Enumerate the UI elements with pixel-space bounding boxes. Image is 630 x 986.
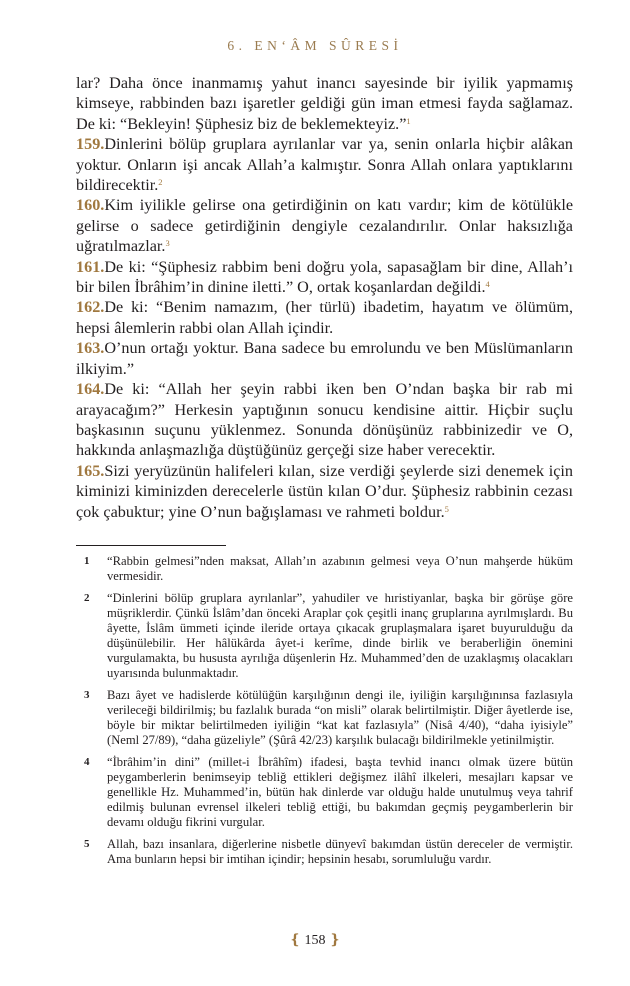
verse-text-body: De ki: “Şüphesiz rabbim beni doğru yola, sapasağlam bir dine, Allah’ı bir bilen İbrâhim’in dinine iletti.” O, ortak koşanlardan değildi. — [76, 257, 573, 297]
footnote-text: Bazı âyet ve hadislerde kötülüğün karşılığının dengi ile, iyiliğin karşılığınınsa fazlasıyla verileceği bildirilmiş; bu fazlalık burada “on misli” olarak belirtilmiştir. Diğer âyetlerde ise, böyle bir miktar belirtilmeden iyiliğin “kat kat fazlasıyla” (Nisâ 4/40), “daha iyisiyle” (Neml 27/89), “daha güzeliyle” (Şûrâ 42/23) karşılık bulacağı bildirilmekle yetinilmiştir. — [107, 687, 573, 748]
verse-160 — [76, 195, 573, 256]
verse-163 — [76, 338, 573, 379]
verse-159 — [76, 134, 573, 195]
footnote-number: 5 — [84, 837, 90, 850]
verse-text-body: lar? Daha önce inanmamış yahut inancı sayesinde bir iyilik yapmamış kimseye, rabbinden bazı işaretler geldiği gün iman etmesi fayda sağlamaz. De ki: “Bekleyin! Şüphesiz biz de beklemekteyiz.” — [76, 74, 573, 133]
footnote-number: 2 — [84, 591, 90, 604]
footnote-2 — [76, 591, 573, 682]
verse-continuation — [76, 73, 573, 134]
footnote-text: “Rabbin gelmesi”nden maksat, Allah’ın azabının gelmesi veya O’nun mahşerde hüküm vermesidir. — [107, 554, 573, 584]
right-ornament-icon: ❵ — [329, 933, 341, 948]
footnote-text: “İbrâhim’in dini” (millet-i İbrâhîm) ifadesi, başta tevhid inancı olmak üzere bütün peygamberlerin benimseyip tebliğ ettikleri değişmez ilâhî ilkeleri, mesajları kapsar ve genellikle Hz. Muhammed’in, bütün hak dinlerde var olduğu halde unutulmuş veya tahrif edilmiş bulunan evrensel ilkeleri tebliğ ettiği, bu bakımdan geçmiş peygamberlerin bir devamı olduğu fikrini vurgular. — [107, 754, 573, 829]
footnote-1 — [76, 554, 573, 584]
verse-text-body: De ki: “Benim namazım, (her türlü) ibadetim, hayatım ve ölümüm, hepsi âlemlerin rabbi olan Allah içindir. — [76, 298, 573, 337]
footnote-separator — [76, 545, 226, 546]
verse-number: 162. — [76, 298, 105, 317]
footnote-text: Allah, bazı insanlara, diğerlerine nisbetle dünyevî bakımdan üstün dereceler de vermiştir. Ama bunların hepsi bir imtihan içindir; hepsinin hesabı, sorumluluğu vardır. — [107, 836, 573, 866]
footnote-number: 1 — [84, 555, 90, 567]
page-number-value: 158 — [304, 933, 326, 948]
verse-number: 161. — [76, 257, 105, 276]
footnote-ref[interactable]: 4 — [485, 279, 490, 290]
verse-text-body: Sizi yeryüzünün halifeleri kılan, size verdiği şeylerde sizi denemek için kiminizi kiminizden derecelerle üstün kılan O’dur. Şüphesiz rabbinin cezası çok çabuktur; yine O’nun bağışlaması ve rahmeti boldur. — [76, 461, 573, 521]
footnote-5 — [76, 837, 573, 867]
verse-text — [76, 73, 573, 522]
footnotes — [76, 554, 573, 873]
footnote-text: “Dinlerini bölüp gruplara ayrılanlar”, yahudiler ve hıristiyanlar, başka bir görüşe göre müşriklerdir. Çünkü İslâm’dan önceki Araplar çok çeşitli inanç gruplarına ayrılmışlardı. Bu âyette, İslâm ümmeti içinde ileride ortaya çıkacak gruplaşmalara işaret buyurulduğu da düşünülebilir. Her hâlükârda âyet-i kerîme, dinde birlik ve beraberliğin önemini vurgulamakta, bu hususta ayrılığa düşenlerin Hz. Muhammed’den de uzaklaşmış olacakları uyarısında bulunmaktadır. — [107, 590, 573, 681]
footnote-ref[interactable]: 3 — [165, 238, 170, 249]
verse-text-body: Dinlerini bölüp gruplara ayrılanlar var ya, senin onlarla hiçbir alâkan yoktur. Onların işi ancak Allah’a kalmıştır. Sonra Allah onlara yaptıklarını bildirecektir. — [76, 135, 573, 195]
verse-161 — [76, 257, 573, 298]
footnote-ref[interactable]: 1 — [406, 115, 411, 126]
verse-165 — [76, 461, 573, 522]
verse-number: 164. — [76, 380, 105, 399]
footnote-ref[interactable]: 5 — [444, 503, 449, 514]
verse-text-body: De ki: “Allah her şeyin rabbi iken ben O’ndan başka bir rab mi arayacağım?” Herkesin yaptığının sonucu kendisine aittir. Hiçbir suçlu başkasının suçunu yüklenmez. Sonunda dönüşünüz rabbinizedir ve O, hakkında anlaşmazlığa düştüğünüz gerçeği size haber verecektir. — [76, 380, 573, 460]
footnote-3 — [76, 688, 573, 748]
page-number — [0, 932, 630, 949]
running-header: 6. EN‘ÂM SÛRESİ — [227, 38, 403, 53]
verse-number: 165. — [76, 461, 105, 480]
verse-text-body: O’nun ortağı yoktur. Bana sadece bu emrolundu ve ben Müslümanların ilkiyim.” — [76, 339, 573, 378]
verse-164 — [76, 379, 573, 461]
footnote-4 — [76, 755, 573, 830]
left-ornament-icon: ❴ — [289, 933, 301, 948]
verse-number: 163. — [76, 339, 105, 358]
verse-number: 159. — [76, 135, 105, 154]
verse-text-body: Kim iyilikle gelirse ona getirdiğinin on katı vardır; kim de kötülükle gelirse o sadece getirdiğinin dengiyle cezalandırılır. Onlar haksızlığa uğratılmazlar. — [76, 196, 573, 256]
footnote-number: 4 — [84, 755, 90, 768]
verse-number: 160. — [76, 196, 105, 215]
footnote-number: 3 — [84, 688, 90, 701]
verse-162 — [76, 297, 573, 338]
footnote-ref[interactable]: 2 — [158, 177, 163, 188]
